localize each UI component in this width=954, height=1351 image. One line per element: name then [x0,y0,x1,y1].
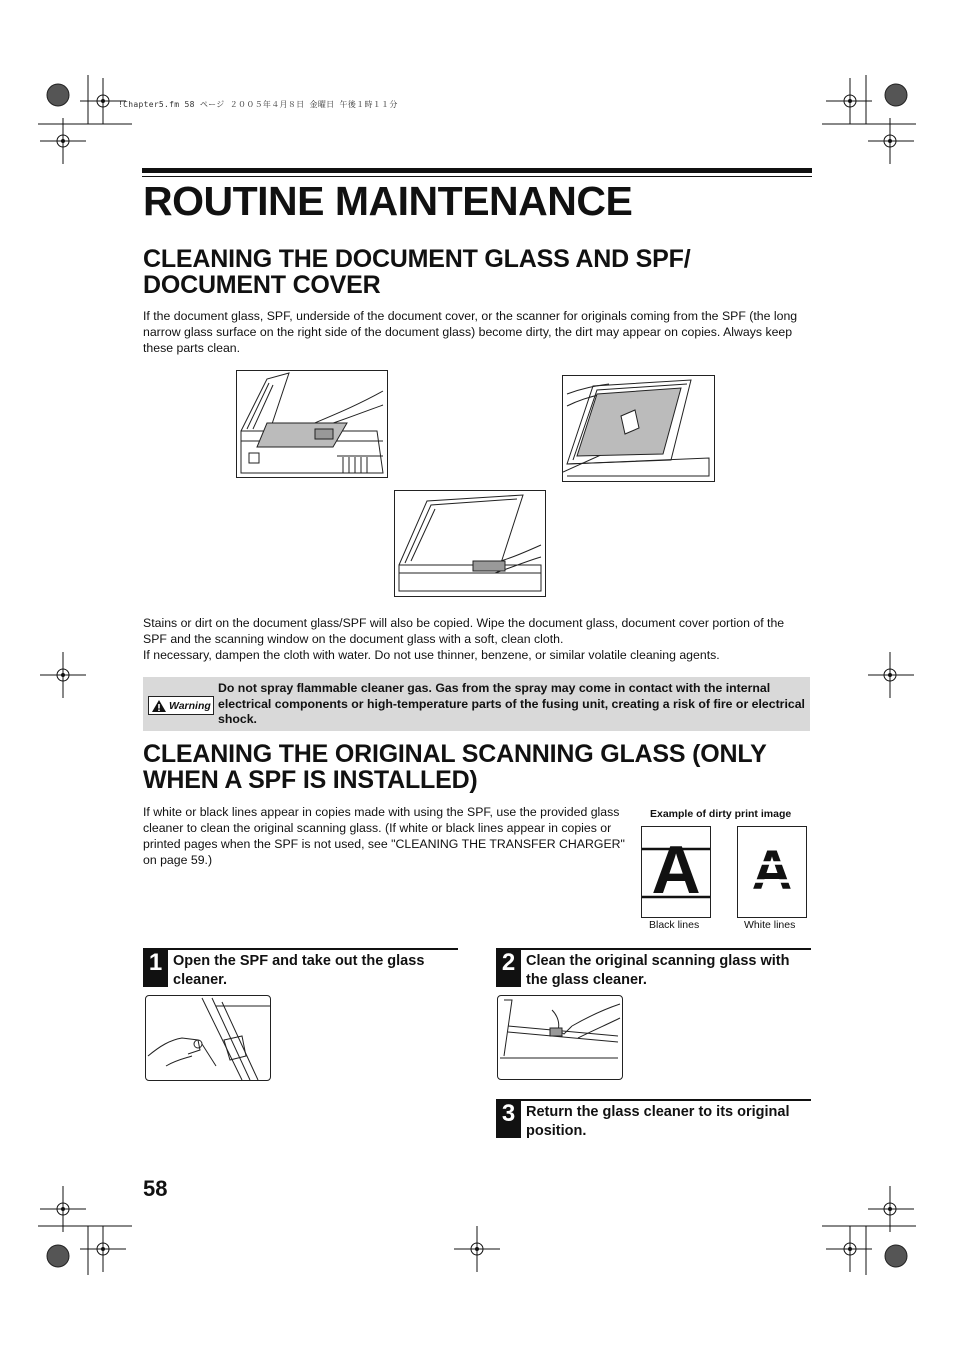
page-title: ROUTINE MAINTENANCE [143,178,633,224]
step2-rule [496,948,811,950]
document-cover-illustration [562,375,715,482]
cleaning-note-line1: Stains or dirt on the document glass/SPF will also be copied. Wipe the document glass, document cover portion of the SPF and the scanning window on the document glass with a soft, clean cloth. [143,616,785,646]
section-heading-scanning-glass [143,741,823,793]
white-lines-label: White lines [744,919,796,931]
page-number: 58 [143,1176,168,1201]
warning-badge [148,696,214,715]
section-intro-paragraph: If the document glass, SPF, underside of the document cover, or the scanner for originals coming from the SPF (the long narrow glass surface on the right side of the document glass) become dirty, the dirt may appear on copies. Always keep these parts clean. [143,309,798,355]
dirty-print-caption: Example of dirty print image [650,808,792,820]
print-header-text: !Chapter5.fm 58 ページ ２００５年４月８日 金曜日 午後１時１１分 [118,100,398,109]
step1-number: 1 [143,948,168,987]
warning-triangle-icon [151,699,167,713]
black-lines-sample [641,826,711,918]
section2-heading-line2: WHEN A SPF IS INSTALLED) [143,766,478,794]
step2-illustration [497,995,623,1080]
sample-letter-white: A [751,838,793,901]
step3-number: 3 [496,1099,521,1138]
section-heading-line2: DOCUMENT COVER [143,271,381,299]
step1-rule [143,948,458,950]
step2-number: 2 [496,948,521,987]
step2-text: Clean the original scanning glass with the glass cleaner. [526,953,790,988]
title-rule-thin [142,176,812,177]
section2-heading-line1: CLEANING THE ORIGINAL SCANNING GLASS (ONLY [143,740,767,768]
warning-box [143,677,810,731]
black-lines-label: Black lines [649,919,700,931]
step3-rule [496,1099,811,1101]
step3-text: Return the glass cleaner to its original position. [526,1104,790,1139]
document-glass-illustration [236,370,388,478]
section2-intro-paragraph: If white or black lines appear in copies made with using the SPF, use the provided glass cleaner to clean the original scanning glass. (If white or black lines appear in copies or printed pages when the SPF is not used, see "CLEANING THE TRANSFER CHARGER" on page 59.) [143,805,625,867]
warning-text: Do not spray flammable cleaner gas. Gas from the spray may come in contact with the internal electrical components or high-temperature parts of the fusing unit, creating a risk of fire or electrical shock. [218,681,805,726]
cleaning-note [143,615,811,663]
section-heading-line1: CLEANING THE DOCUMENT GLASS AND SPF/ [143,245,691,273]
scanning-window-illustration [394,490,546,597]
warning-badge-label: Warning [169,699,211,712]
cleaning-note-line2: If necessary, dampen the cloth with water. Do not use thinner, benzene, or similar volatile cleaning agents. [143,648,720,662]
section-heading-document-glass [143,246,823,298]
white-lines-sample [737,826,807,918]
title-rule-thick [142,168,812,173]
sample-letter-black: A [651,832,701,908]
step1-text: Open the SPF and take out the glass cleaner. [173,953,425,988]
step1-illustration [145,995,271,1081]
